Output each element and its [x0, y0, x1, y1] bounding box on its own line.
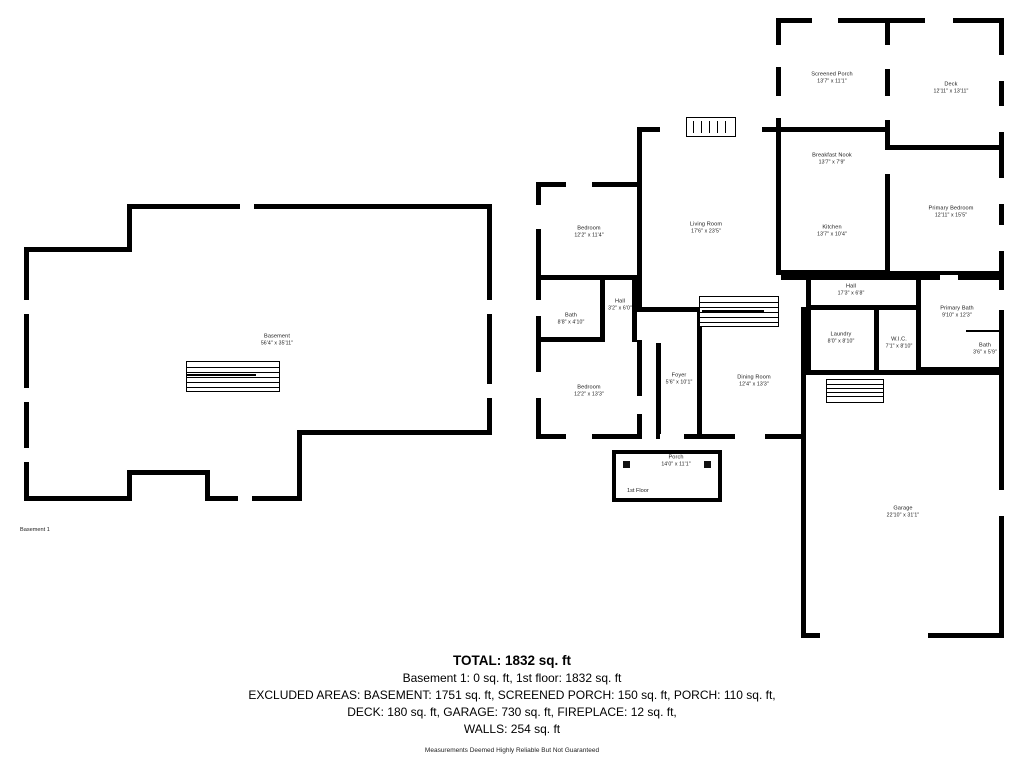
first-floor-sheet-label: 1st Floor [627, 488, 649, 494]
room-label-hall-main: Hall 17'3" x 6'8" [837, 283, 865, 297]
basement-sheet-label: Basement 1 [20, 527, 50, 533]
room-label-screened-porch: Screened Porch 13'7" x 11'1" [811, 71, 853, 85]
wall-garage-left [801, 375, 806, 638]
basement-stair [186, 361, 280, 392]
wall-living-bottom [637, 307, 697, 312]
wall-porch-bottom [612, 498, 722, 502]
basement-window [240, 204, 254, 209]
room-label-hall-small: Hall 3'2" x 6'0" [608, 298, 632, 312]
wall-bedroom1-left [536, 182, 541, 280]
room-label-living-room: Living Room 17'6" x 23'5" [689, 221, 723, 235]
deck-opening [999, 106, 1004, 132]
wall-bedroom1-bottom [536, 275, 642, 280]
garage-stair [826, 379, 884, 403]
basement-wall [205, 496, 302, 501]
wall-primary-bath-left [916, 280, 921, 372]
porch-column [623, 461, 630, 468]
wall-nook-top [776, 127, 890, 132]
bedroom2-door [637, 396, 642, 414]
wall-hall-small-left [600, 280, 605, 342]
garage-door-opening [820, 633, 928, 638]
basement-wall [24, 247, 29, 501]
bedroom2-window [536, 372, 541, 398]
wall-laundry-right [874, 305, 879, 375]
primary-bedroom-window [999, 178, 1004, 204]
room-label-laundry: Laundry 8'0" x 8'10" [827, 331, 855, 345]
room-label-dining-room: Dining Room 12'4" x 13'3" [737, 374, 771, 388]
wall-garage-top [806, 370, 1004, 375]
wall-laundry-left [806, 280, 811, 375]
living-top-opening [660, 127, 686, 132]
room-label-breakfast-nook: Breakfast Nook 13'7" x 7'9" [812, 152, 852, 166]
screened-porch-opening [776, 96, 781, 118]
screened-porch-opening [812, 18, 838, 23]
room-label-bedroom-2: Bedroom 12'2" x 13'3" [574, 384, 604, 398]
room-label-deck: Deck 12'11" x 13'11" [933, 81, 969, 95]
room-label-basement: Basement 56'4" x 35'11" [260, 333, 294, 347]
room-label-foyer: Foyer 5'6" x 10'1" [665, 372, 693, 386]
wall-living-left [637, 127, 642, 312]
room-label-bedroom-1: Bedroom 12'2" x 11'4" [574, 225, 604, 239]
room-label-bath-small: Bath 3'6" x 5'9" [973, 342, 997, 356]
wall-hall-bottom [806, 305, 916, 310]
room-label-wic: W.I.C. 7'1" x 8'10" [885, 336, 913, 350]
room-label-primary-bath: Primary Bath 9'10" x 12'3" [940, 305, 974, 319]
basement-wall [127, 470, 210, 475]
bath-window [536, 300, 541, 316]
bedroom1-window [536, 205, 541, 229]
basement-window [24, 300, 29, 314]
garage-window [999, 490, 1004, 516]
primary-bedroom-window [999, 225, 1004, 251]
wall-primary-bedroom-top [890, 145, 1004, 150]
basement-window [487, 384, 492, 398]
hall-door [940, 275, 958, 280]
basement-wall [297, 430, 492, 435]
room-label-kitchen: Kitchen 13'7" x 10'4" [817, 224, 847, 238]
wall-foyer-left [656, 343, 661, 439]
screened-porch-opening [885, 96, 890, 120]
excluded-areas-line-3: WALLS: 254 sq. ft [463, 722, 561, 737]
room-label-porch: Porch 14'0" x 11'1" [661, 454, 691, 468]
deck-opening [999, 55, 1004, 81]
foyer-door [660, 434, 684, 439]
basement-window [487, 300, 492, 314]
primary-bath-window [999, 290, 1004, 310]
primary-bath-divider [966, 330, 1004, 332]
wall-bath-bottom [536, 337, 605, 342]
bedroom2-window [566, 434, 592, 439]
basement-wall [24, 247, 128, 252]
basement-window [24, 388, 29, 402]
excluded-areas-line-1: EXCLUDED AREAS: BASEMENT: 1751 sq. ft, SCREENED PORCH: 150 sq. ft, PORCH: 110 sq. ft, [248, 688, 776, 703]
basement-wall [127, 204, 492, 209]
basement-wall [127, 204, 132, 252]
porch-column [704, 461, 711, 468]
nook-window [885, 150, 890, 174]
screened-porch-opening [885, 45, 890, 69]
area-breakdown: Basement 1: 0 sq. ft, 1st floor: 1832 sq. ft [402, 671, 622, 685]
basement-wall [487, 204, 492, 435]
wall-porch-top [612, 450, 722, 454]
wall-porch-left [612, 450, 616, 502]
fireplace [686, 117, 736, 137]
basement-window [24, 448, 29, 462]
basement-wall [24, 496, 132, 501]
excluded-areas-line-2: DECK: 180 sq. ft, GARAGE: 730 sq. ft, FIREPLACE: 12 sq. ft, [347, 705, 677, 720]
wall-primary-bedroom-right [999, 145, 1004, 276]
wall-hall-top [781, 275, 1001, 280]
basement-stair-rail [186, 374, 256, 376]
screened-porch-opening [776, 45, 781, 67]
room-label-primary-bedroom: Primary Bedroom 12'11" x 15'5" [928, 205, 974, 219]
summary-block [0, 653, 1024, 754]
disclaimer-text: Measurements Deemed Highly Reliable But Not Guaranteed [424, 747, 600, 755]
dining-door [735, 434, 765, 439]
wall-porch-right [718, 450, 722, 502]
living-top-opening [736, 127, 762, 132]
basement-window [238, 496, 252, 501]
room-label-bath: Bath 8'8" x 4'10" [557, 312, 585, 326]
wall-nook-left [776, 127, 781, 275]
basement-wall [297, 430, 302, 501]
main-stair-rail [702, 310, 764, 312]
wall-bedroom2-right [637, 340, 642, 439]
bedroom1-window [566, 182, 592, 187]
deck-opening [925, 18, 953, 23]
total-area: TOTAL: 1832 sq. ft [452, 653, 572, 668]
room-label-garage: Garage 22'10" x 31'1" [886, 505, 920, 519]
wall-hall-small-right [632, 280, 637, 342]
